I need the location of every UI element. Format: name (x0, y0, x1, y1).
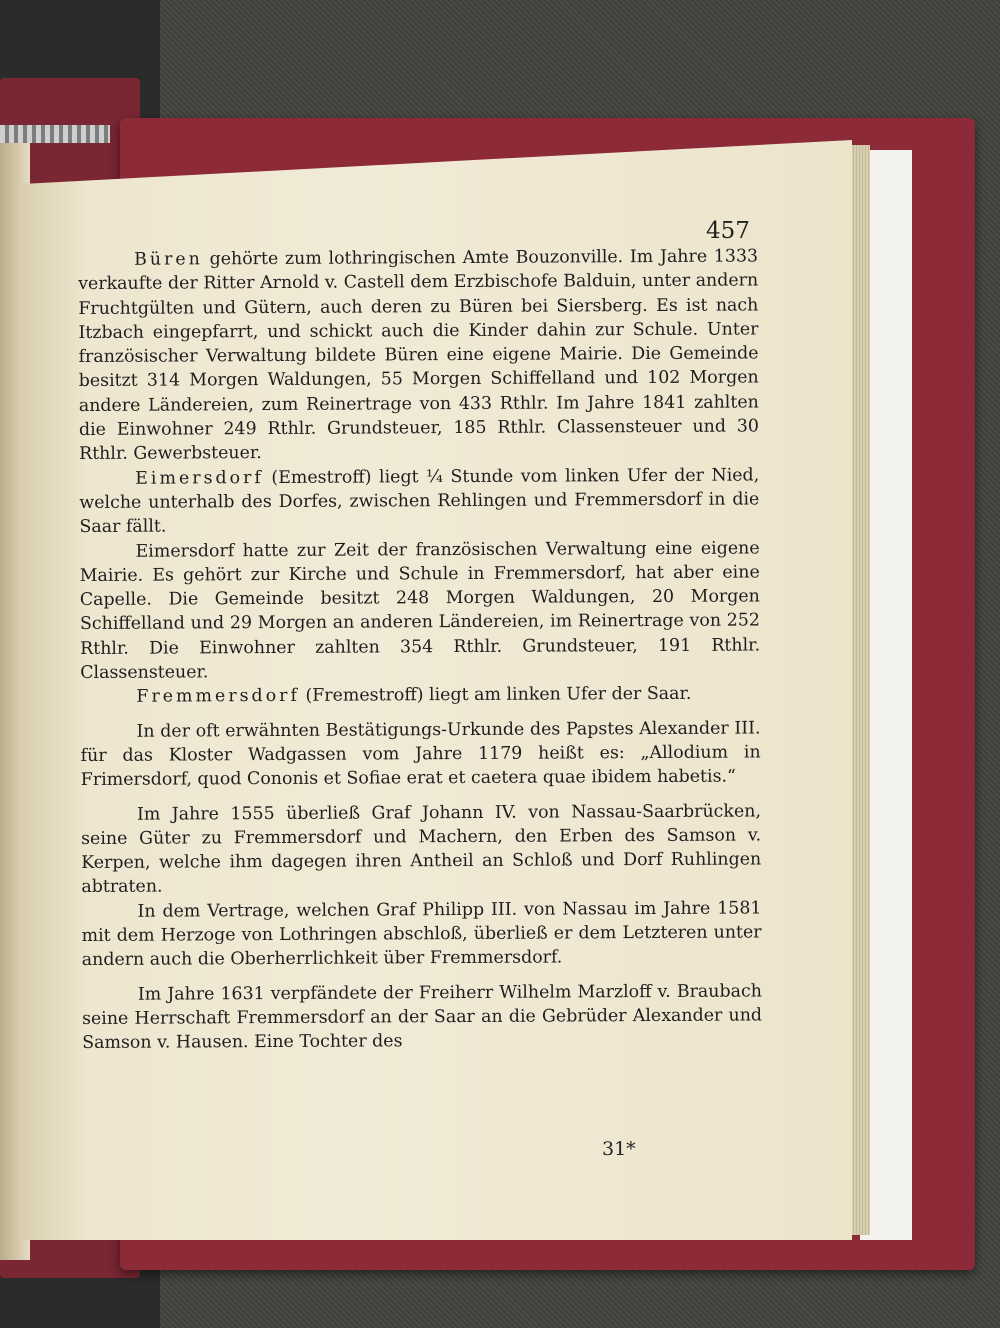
paragraph-eimersdorf (79, 463, 759, 539)
paragraph-text: (Fremestroff) liegt am linken Ufer der Saar. (299, 684, 692, 707)
paragraph-eimersdorf-mairie (80, 536, 761, 685)
paragraph-text: Eimersdorf hatte zur Zeit der französischen Verwaltung eine eigene Mairie. Es gehört zur Kirche und Schule in Fremmersdorf, hat aber eine Capelle. Die Gemeinde besitzt 248 Morgen Waldungen, 20 Morgen Schiffelland und 29 Morgen an anderen Ländereien, im Reinertrage von 252 Rthlr. Die Einwohner zahlten 354 Rthlr. Grundsteuer, 191 Rthlr. Classensteuer. (79, 537, 761, 684)
paragraph-1555 (81, 799, 761, 900)
paragraph-text: Im Jahre 1555 überließ Graf Johann IV. von Nassau-Saarbrücken, seine Güter zu Fremmersdorf und Machern, den Erben des Samson v. Kerpen, welche ihm dagegen ihren Antheil an Schloß und Dorf Ruhlingen abtraten. (81, 800, 762, 898)
paragraph-1581 (81, 896, 761, 972)
signature-mark: 31* (602, 1138, 636, 1160)
place-name: Büren (134, 249, 203, 270)
place-name: Fremmersdorf (136, 686, 300, 708)
paragraph-text: Im Jahre 1631 verpfändete der Freiherr Wilhelm Marzloff v. Braubach seine Herrschaft Fremmersdorf an der Saar an die Gebrüder Alexander und Samson v. Hausen. Eine Tochter des (81, 981, 763, 1054)
paragraph-text: (Emestroff) liegt ¼ Stunde vom linken Ufer der Nied, welche unterhalb des Dorfes, zwischen Rehlingen und Fremmersdorf in die Saar fällt. (79, 465, 760, 538)
paragraph-fremmersdorf (80, 682, 760, 710)
paragraph-text: In der oft erwähnten Bestätigungs-Urkunde des Papstes Alexander III. für das Kloster Wadgassen vom Jahre 1179 heißt es: „Allodium in Frimersdorf, quod Cononis et Sofiae erat et caetera quae ibidem habetis.“ (80, 718, 761, 791)
place-name: Eimersdorf (135, 467, 264, 489)
paragraph-urkunde (80, 716, 760, 792)
page-text (78, 244, 762, 1055)
paragraph-text: In dem Vertrage, welchen Graf Philipp III. von Nassau im Jahre 1581 mit dem Herzoge von Lothringen abschloß, überließ er dem Letzteren unter andern auch die Oberherrlichkeit über Fremmersdorf. (81, 898, 762, 971)
page-number: 457 (706, 218, 750, 244)
paragraph-text: gehörte zum lothringischen Amte Bouzonville. Im Jahre 1333 verkaufte der Ritter Arnold v. Castell dem Erzbischofe Balduin, unter andern Fruchtgülten und Gütern, auch deren zu Büren bei Siersberg. Es ist nach Itzbach eingepfarrt, und schickt auch die Kinder dahin zur Schule. Unter französischer Verwaltung bildete Büren eine eigene Mairie. Die Gemeinde besitzt 314 Morgen Waldungen, 55 Morgen Schiffelland und 102 Morgen andere Ländereien, zum Reinertrage von 433 Rthlr. Im Jahre 1841 zahlten die Einwohner 249 Rthlr. Grundsteuer, 185 Rthlr. Classensteuer und 30 Rthlr. Gewerbsteuer. (78, 246, 759, 465)
paragraph-1631 (82, 979, 762, 1055)
paragraph-bueren (78, 244, 759, 466)
binding-stitches (0, 125, 110, 143)
